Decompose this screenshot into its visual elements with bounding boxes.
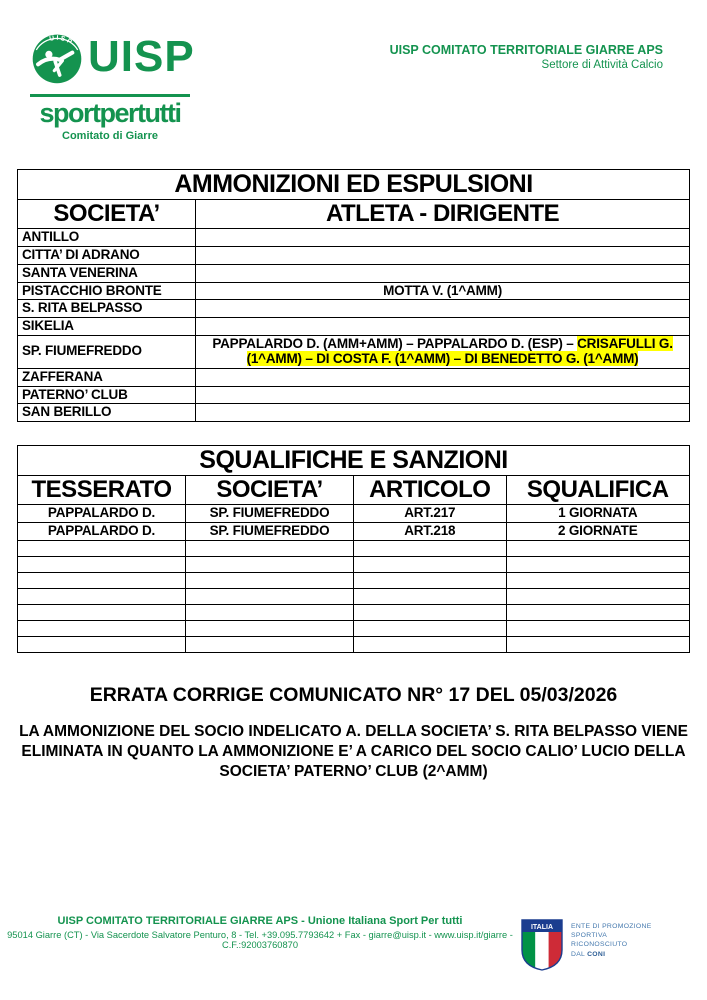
table-row xyxy=(18,336,690,369)
societa-cell: ZAFFERANA xyxy=(18,368,196,386)
coni-caption-line: DAL CONI xyxy=(571,950,606,958)
page-header xyxy=(0,0,707,142)
atleta-cell xyxy=(196,404,690,422)
tesserato-cell: PAPPALARDO D. xyxy=(18,523,186,541)
sanction-text: PAPPALARDO D. (AMM+AMM) – PAPPALARDO D. (ESP) – xyxy=(212,336,578,352)
table-row-empty xyxy=(18,620,690,636)
org-subtitle: Settore di Attività Calcio xyxy=(541,59,663,71)
articolo-cell: ART.218 xyxy=(354,523,507,541)
footer-fiscal-code: C.F.:92003760870 xyxy=(222,940,298,950)
column-header-societa: SOCIETA’ xyxy=(186,476,354,505)
logo-slogan: sportpertutti xyxy=(39,98,181,128)
org-title: UISP COMITATO TERRITORIALE GIARRE APS xyxy=(389,43,663,57)
page-footer xyxy=(0,915,707,977)
societa-cell: SP. FIUMEFREDDO xyxy=(186,505,354,523)
societa-cell: SAN BERILLO xyxy=(18,404,196,422)
table-row xyxy=(18,523,690,541)
table-title: SQUALIFICHE E SANZIONI xyxy=(18,446,690,476)
societa-cell: SP. FIUMEFREDDO xyxy=(18,336,196,369)
societa-cell: ANTILLO xyxy=(18,229,196,247)
table-row xyxy=(18,282,690,300)
table-row xyxy=(18,368,690,386)
table-row xyxy=(18,264,690,282)
table-row-empty xyxy=(18,572,690,588)
atleta-cell: MOTTA V. (1^AMM) xyxy=(196,282,690,300)
societa-cell: SIKELIA xyxy=(18,318,196,336)
articolo-cell: ART.217 xyxy=(354,505,507,523)
table-row xyxy=(18,404,690,422)
column-header-articolo: ARTICOLO xyxy=(354,476,507,505)
column-header-atleta: ATLETA - DIRIGENTE xyxy=(196,200,690,229)
table-row xyxy=(18,505,690,523)
highlighted-sanction-text: CRISAFULLI G. (1^AMM) – DI COSTA F. (1^AMM) – DI BENEDETTO G. (1^AMM) xyxy=(246,336,673,366)
svg-text:ITALIA: ITALIA xyxy=(530,924,554,931)
atleta-cell xyxy=(196,318,690,336)
table-title-row xyxy=(18,170,690,200)
atleta-cell xyxy=(196,336,690,369)
squalifica-cell: 1 GIORNATA xyxy=(506,505,689,523)
table-row xyxy=(18,229,690,247)
table-row xyxy=(18,246,690,264)
errata-body: LA AMMONIZIONE DEL SOCIO INDELICATO A. DELLA SOCIETA’ S. RITA BELPASSO VIENE ELIMINATA IN QUANTO LA AMMONIZIONE E’ A CARICO DEL SOCIO CALIO’ LUCIO DELLA SOCIETA’ PATERNO’ CLUB (2^AMM) xyxy=(19,722,688,781)
table-row-empty xyxy=(18,588,690,604)
societa-cell: SANTA VENERINA xyxy=(18,264,196,282)
table-row-empty xyxy=(18,636,690,652)
squalifiche-table xyxy=(17,445,690,653)
errata-heading: ERRATA CORRIGE COMUNICATO NR° 17 DEL 05/03/2026 xyxy=(89,683,618,706)
uisp-wordmark: UISP xyxy=(88,32,195,81)
logo-committee: Comitato di Giarre xyxy=(62,130,158,142)
table-row-empty xyxy=(18,604,690,620)
svg-text:UISP: UISP xyxy=(48,34,75,47)
logo-divider xyxy=(30,94,190,97)
table-row-empty xyxy=(18,556,690,572)
table-row xyxy=(18,318,690,336)
tesserato-cell: PAPPALARDO D. xyxy=(18,505,186,523)
table-header-row xyxy=(18,476,690,505)
coni-italia-shield-icon xyxy=(520,918,564,977)
uisp-logo-row xyxy=(30,30,195,91)
uisp-globe-icon xyxy=(30,30,84,91)
org-header xyxy=(390,30,663,142)
column-header-tesserato: TESSERATO xyxy=(18,476,186,505)
table-title-row xyxy=(18,446,690,476)
footer-org-title: UISP COMITATO TERRITORIALE GIARRE APS - Unione Italiana Sport Per tutti xyxy=(57,915,463,927)
societa-cell: PATERNO’ CLUB xyxy=(18,386,196,404)
squalifica-cell: 2 GIORNATE xyxy=(506,523,689,541)
table-row-empty xyxy=(18,540,690,556)
table-title: AMMONIZIONI ED ESPULSIONI xyxy=(18,170,690,200)
table-header-row xyxy=(18,200,690,229)
ammonizioni-table xyxy=(17,169,690,422)
societa-cell: SP. FIUMEFREDDO xyxy=(186,523,354,541)
table-row xyxy=(18,386,690,404)
coni-block xyxy=(520,915,652,977)
coni-caption-line: RICONOSCIUTO xyxy=(571,941,628,949)
column-header-societa: SOCIETA’ xyxy=(18,200,196,229)
atleta-cell xyxy=(196,246,690,264)
societa-cell: PISTACCHIO BRONTE xyxy=(18,282,196,300)
atleta-cell xyxy=(196,264,690,282)
atleta-cell xyxy=(196,368,690,386)
societa-cell: S. RITA BELPASSO xyxy=(18,300,196,318)
table-row xyxy=(18,300,690,318)
atleta-cell xyxy=(196,229,690,247)
column-header-squalifica: SQUALIFICA xyxy=(506,476,689,505)
coni-caption-line: SPORTIVA xyxy=(571,932,608,940)
uisp-logo xyxy=(30,30,195,142)
atleta-cell xyxy=(196,300,690,318)
footer-contact-block xyxy=(0,915,520,977)
coni-caption-line: ENTE DI PROMOZIONE xyxy=(571,923,652,930)
coni-caption xyxy=(571,918,652,977)
atleta-cell xyxy=(196,386,690,404)
societa-cell: CITTA’ DI ADRANO xyxy=(18,246,196,264)
footer-address: 95014 Giarre (CT) - Via Sacerdote Salvatore Penturo, 8 - Tel. +39.095.7793642 + Fax - giarre@uisp.it - www.uisp.it/giarre - xyxy=(7,930,513,940)
